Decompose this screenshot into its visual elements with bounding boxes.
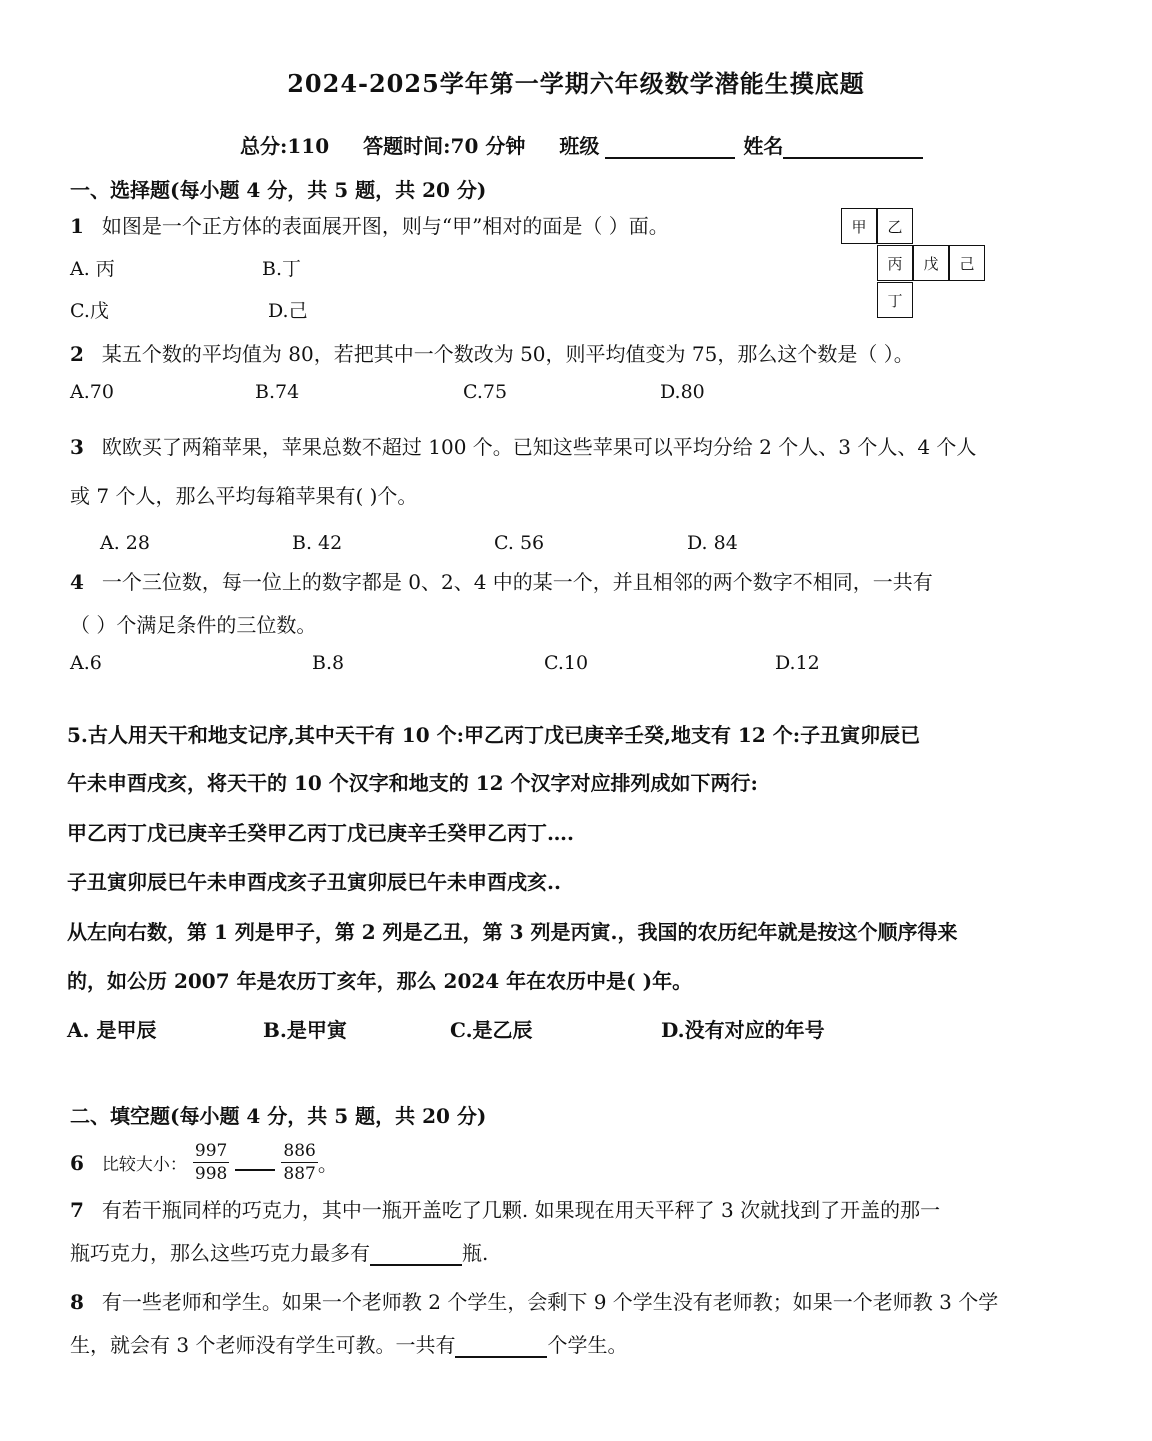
question-number: 4 [70,570,84,594]
q2-option-b[interactable]: B.74 [255,381,300,403]
answer-blank[interactable] [455,1336,547,1358]
exam-time: 答题时间:70 分钟 [363,134,526,158]
class-field[interactable] [605,135,735,159]
question-5-line-6: 的，如公历 2007 年是农历丁亥年，那么 2024 年在农历中是( )年。 [67,969,693,993]
question-number: 7 [70,1198,84,1222]
question-text: 一个三位数，每一位上的数字都是 0、2、4 中的某一个，并且相邻的两个数字不相同，一共有 [101,570,933,594]
question-5-stems-row: 甲乙丙丁戊已庚辛壬癸甲乙丙丁戊已庚辛壬癸甲乙丙丁…. [67,821,574,845]
q2-option-a[interactable]: A.70 [70,381,114,403]
fraction-numerator: 886 [283,1141,316,1161]
q4-option-b[interactable]: B.8 [312,652,345,674]
q5-option-d[interactable]: D.没有对应的年号 [661,1018,825,1042]
question-text-end: 瓶. [462,1241,489,1265]
section-2-heading: 二、填空题(每小题 4 分，共 5 题，共 20 分) [70,1104,487,1128]
answer-blank[interactable] [370,1244,462,1266]
question-number: 8 [70,1290,84,1314]
question-5-line-5: 从左向右数，第 1 列是甲子，第 2 列是乙丑，第 3 列是丙寅.，我国的农历纪年就是按这个顺序得来 [67,920,958,944]
question-text: 有一些老师和学生。如果一个老师教 2 个学生，会剩下 9 个学生没有老师教；如果一个老师教 3 个学 [101,1290,999,1314]
net-face-ji: 己 [949,245,985,281]
question-number: 1 [70,214,84,238]
question-number: 6 [70,1150,84,1175]
q1-option-a[interactable]: A. 丙 [70,258,115,280]
net-face-wu: 戊 [913,245,949,281]
q3-option-c[interactable]: C. 56 [494,532,545,554]
q5-option-c[interactable]: C.是乙辰 [450,1018,533,1042]
question-5-branches-row: 子丑寅卯辰巳午未申酉戌亥子丑寅卯辰巳午未申酉戌亥.. [67,870,561,894]
question-3 [70,431,976,460]
question-7 [70,1194,940,1223]
q3-option-b[interactable]: B. 42 [292,532,343,554]
net-face-bing: 丙 [877,245,913,281]
question-8 [70,1286,998,1315]
section-1-heading: 一、选择题(每小题 4 分，共 5 题，共 20 分) [70,178,487,202]
question-text: 有若干瓶同样的巧克力，其中一瓶开盖吃了几颗. 如果现在用天平秤了 3 次就找到了开盖的那一 [101,1198,941,1222]
question-4-line-2: （ ）个满足条件的三位数。 [70,613,317,637]
question-7-line-2 [70,1237,488,1266]
fraction-886-887 [281,1140,317,1185]
question-text: 瓶巧克力，那么这些巧克力最多有 [70,1241,370,1265]
q2-option-d[interactable]: D.80 [660,381,705,403]
fraction-denominator: 998 [194,1164,228,1184]
q3-option-d[interactable]: D. 84 [687,532,738,554]
question-end: 。 [317,1152,338,1176]
question-text: 比较大小： [101,1155,187,1175]
question-text: 欧欧买了两箱苹果，苹果总数不超过 100 个。已知这些苹果可以平均分给 2 个人、3 个人、4 个人 [101,435,977,459]
question-text-end: 个学生。 [547,1333,628,1357]
net-face-ding: 丁 [877,282,913,318]
total-score: 总分:110 [240,134,330,158]
exam-meta [240,130,923,159]
question-2 [70,338,914,367]
question-text: 生，就会有 3 个老师没有学生可教。一共有 [70,1333,456,1357]
name-label: 姓名 [743,134,784,158]
q5-option-a[interactable]: A. 是甲辰 [67,1018,157,1042]
name-field[interactable] [783,135,923,159]
question-number: 3 [70,435,84,459]
q1-option-c[interactable]: C.戊 [70,300,109,322]
question-5-line-2: 午未申酉戌亥，将天干的 10 个汉字和地支的 12 个汉字对应排列成如下两行: [67,771,758,795]
net-face-yi: 乙 [877,208,913,244]
question-6 [70,1140,338,1185]
class-label: 班级 [559,134,600,158]
q5-option-b[interactable]: B.是甲寅 [263,1018,347,1042]
page-title: 2024-2025学年第一学期六年级数学潜能生摸底题 [287,69,865,98]
q2-option-c[interactable]: C.75 [463,381,508,403]
q4-option-a[interactable]: A.6 [70,652,102,674]
question-3-line-2: 或 7 个人，那么平均每箱苹果有( )个。 [70,484,418,508]
fraction-denominator: 887 [283,1164,316,1184]
q1-option-b[interactable]: B.丁 [262,258,302,280]
question-text: 如图是一个正方体的表面展开图，则与“甲”相对的面是（ ）面。 [101,214,669,238]
fraction-numerator: 997 [194,1141,228,1161]
question-4 [70,566,933,595]
question-5: 5.古人用天干和地支记序,其中天干有 10 个:甲乙丙丁戊已庚辛壬癸,地支有 12 个:子丑寅卯辰已 [67,723,921,747]
q4-option-c[interactable]: C.10 [544,652,589,674]
question-text: 某五个数的平均值为 80，若把其中一个数改为 50，则平均值变为 75，那么这个数是（ ）。 [101,342,914,366]
q1-option-d[interactable]: D.己 [268,300,308,322]
q3-option-a[interactable]: A. 28 [100,532,150,554]
fraction-997-998 [193,1140,229,1185]
question-8-line-2 [70,1329,627,1358]
question-1 [70,210,669,239]
compare-blank[interactable] [235,1155,275,1171]
question-number: 2 [70,342,84,366]
q4-option-d[interactable]: D.12 [775,652,820,674]
net-face-jia: 甲 [841,208,877,244]
